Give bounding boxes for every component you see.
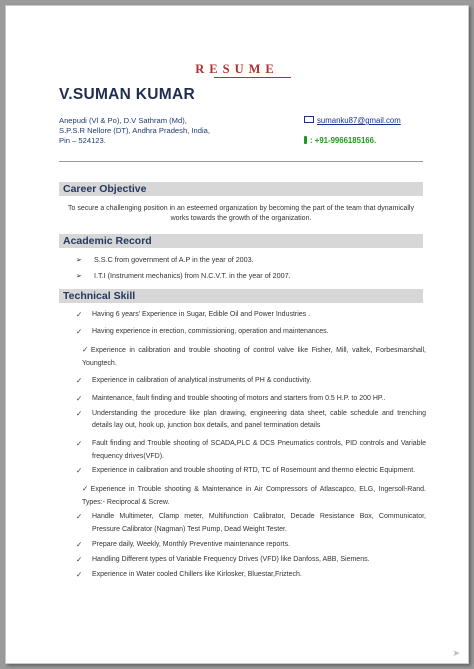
check-bullet-icon: ✓	[76, 438, 83, 448]
skill-text: Maintenance, fault finding and trouble shooting of motors and starters from 0.5 H.P. to 200 HP..	[92, 394, 386, 402]
resume-page	[5, 5, 469, 664]
address-line: Pin – 524123.	[59, 136, 106, 145]
academic-item	[76, 271, 291, 280]
skill-item	[76, 465, 426, 478]
check-bullet-icon: ✓	[76, 569, 83, 579]
check-bullet-icon: ✓	[82, 483, 90, 493]
skill-item	[76, 511, 426, 537]
check-bullet-icon: ✓	[76, 376, 83, 386]
candidate-name: V.SUMAN KUMAR	[59, 86, 195, 103]
phone-icon	[304, 136, 307, 144]
check-bullet-icon: ✓	[76, 540, 83, 550]
check-bullet-icon: ✓	[82, 344, 90, 354]
page-turn-arrow-icon[interactable]: ➤	[452, 648, 460, 658]
mail-icon	[304, 116, 314, 123]
academic-item	[76, 255, 254, 264]
career-objective-text: To secure a challenging position in an esteemed organization by becoming the part of the team that dynamically works towards the growth of the organization.	[68, 205, 414, 222]
academic-record-heading: Academic Record	[59, 234, 423, 248]
skill-text: Having 6 years' Experience in Sugar, Edible Oil and Power Industries .	[92, 311, 311, 318]
arrow-bullet-icon: ➢	[76, 257, 82, 264]
technical-skill-heading: Technical Skill	[59, 289, 423, 303]
skill-item	[76, 375, 426, 388]
skill-item	[76, 539, 426, 552]
skill-text: Fault finding and Trouble shooting of SCADA,PLC & DCS Pneumatics controls, PID controls and Variable frequency drives(VFD).	[92, 439, 426, 460]
title-underline	[214, 77, 291, 78]
skill-item	[76, 483, 454, 510]
skill-text: Experience in calibration of analytical instruments of PH & conductivity.	[92, 377, 312, 385]
academic-item-text: I.T.I (Instrument mechanics) from N.C.V.T. in the year of 2007.	[94, 271, 291, 280]
phone-contact	[304, 136, 376, 145]
skill-item	[76, 554, 426, 567]
skill-text: Experience in Water cooled Chillers like Kirlosker, Bluestar,Friztech.	[92, 570, 302, 578]
email-contact[interactable]	[304, 116, 401, 125]
skills-list	[76, 309, 454, 586]
check-bullet-icon: ✓	[76, 327, 83, 337]
skill-item	[76, 569, 426, 582]
check-bullet-icon: ✓	[76, 466, 83, 476]
check-bullet-icon: ✓	[76, 393, 83, 403]
phone-number: : +91-9966185166.	[310, 136, 377, 145]
address-block	[59, 116, 210, 146]
skill-text: Experience in calibration and trouble shooting of control valve like Fisher, Mill, valtek, Forbesmarshall, Youngtech.	[82, 346, 426, 367]
skill-item	[76, 344, 426, 371]
check-bullet-icon: ✓	[76, 310, 83, 319]
address-line: S.P.S.R Nellore (DT), Andhra Pradesh, India,	[59, 126, 210, 135]
check-bullet-icon: ✓	[76, 512, 83, 522]
career-objective-heading: Career Objective	[59, 182, 423, 196]
skill-text: Understanding the procedure like plan drawing, engineering data sheet, cable schedule and trenching details lay out, hook up, junction box details, and panel termination details	[92, 409, 426, 430]
skill-text: Prepare daily, Weekly, Monthly Preventive maintenance reports.	[92, 541, 291, 549]
address-line: Anepudi (Vl & Po), D.V Sathram (Md),	[59, 116, 187, 125]
academic-item-text: S.S.C from government of A.P in the year of 2003.	[94, 255, 254, 264]
skill-text: Experience in Trouble shooting & Maintenance in Air Compressors of Atlascapco, ELG, Ingersoll-Rand. Types:- Reciprocal & Screw.	[82, 485, 454, 506]
skill-item	[76, 408, 426, 434]
skill-item	[76, 326, 426, 339]
skill-item	[76, 438, 426, 464]
check-bullet-icon: ✓	[76, 408, 83, 418]
email-link[interactable]: sumanku87@gmail.com	[317, 116, 401, 125]
resume-title: RESUME	[195, 62, 279, 76]
check-bullet-icon: ✓	[76, 554, 83, 564]
skill-item	[76, 393, 426, 406]
skill-text: Experience in calibration and trouble shooting of RTD, TC of Rosemount and thermo electric Equipment.	[92, 467, 416, 475]
arrow-bullet-icon: ➢	[76, 273, 82, 280]
header-divider	[59, 161, 423, 162]
skill-text: Handling Different types of Variable Frequency Drives (VFD) like Danfoss, ABB, Siemens.	[92, 555, 370, 563]
skill-text: Having experience in erection, commissioning, operation and maintenances.	[92, 328, 329, 336]
skill-item	[76, 309, 426, 322]
skill-text: Handle Multimeter, Clamp meter, Multifunction Calibrator, Decade Resistance Box, Communicator, Pressure Calibrator (Nagman) Test Pump, Dead Weight Tester.	[92, 513, 426, 534]
